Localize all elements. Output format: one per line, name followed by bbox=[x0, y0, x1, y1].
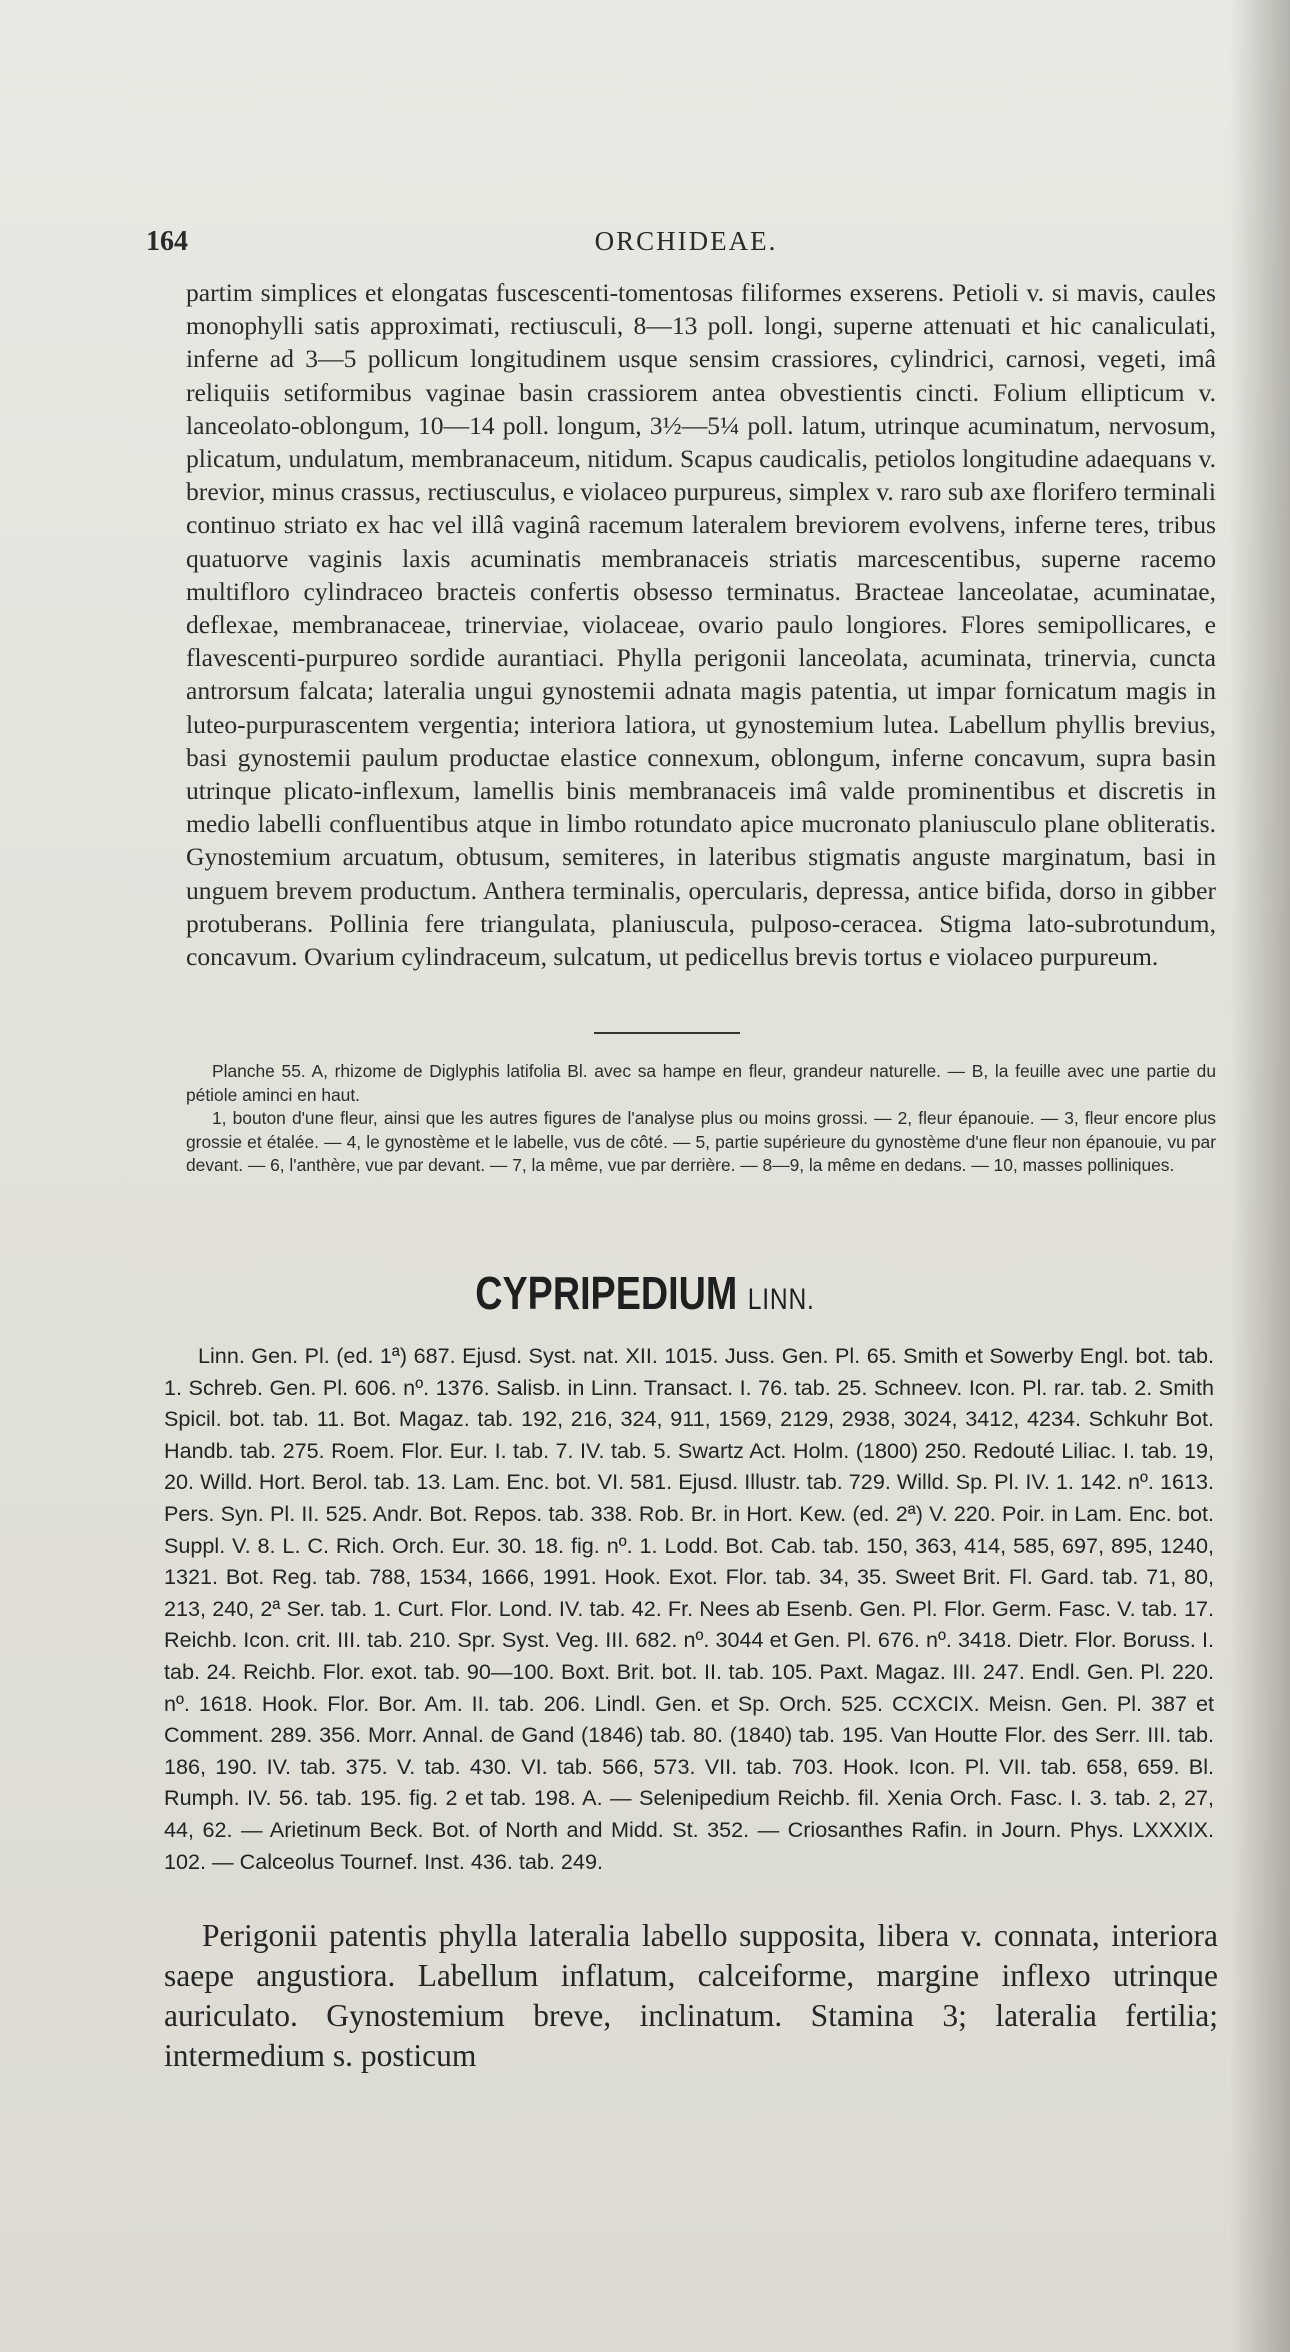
caption-paragraph-2: 1, bouton d'une fleur, ainsi que les autres figures de l'analyse plus ou moins grossi. — 2, fleur épanouie. — 3, fleur encore plus grossie et étalée. — 4, le gynostème et le labelle, vus de côté. — 5, partie supérieure du gynostème d'une fleur non épanouie, vu par devant. — 6, l'anthère, vue par devant. — 7, la même, vue par derrière. — 8—9, la même en dedans. — 10, masses polliniques. bbox=[186, 1108, 1216, 1176]
caption-paragraph-1: Planche 55. A, rhizome de Diglyphis latifolia Bl. avec sa hampe en fleur, grandeur naturelle. — B, la feuille avec une partie du pétiole aminci en haut. bbox=[186, 1061, 1216, 1105]
description-text: Perigonii patentis phylla lateralia labello supposita, libera v. connata, interiora saepe angustiora. Labellum inflatum, calceiforme, margine inflexo utrinque auriculato. Gynostemium breve, inclinatum. Stamina 3; lateralia fertilia; intermedium s. posticum bbox=[164, 1918, 1218, 2073]
references-text: Linn. Gen. Pl. (ed. 1ª) 687. Ejusd. Syst. nat. XII. 1015. Juss. Gen. Pl. 65. Smith et Sowerby Engl. bot. tab. 1. Schreb. Gen. Pl. 606. nº. 1376. Salisb. in Linn. Transact. I. 76. tab. 25. Schneev. Icon. Pl. rar. tab. 2. Smith Spicil. bot. tab. 11. Bot. Magaz. tab. 192, 216, 324, 911, 1569, 2129, 2938, 3024, 3412, 4234. Schkuhr Bot. Handb. tab. 275. Roem. Flor. Eur. I. tab. 7. IV. tab. 5. Swartz Act. Holm. (1800) 250. Redouté Liliac. I. tab. 19, 20. Willd. Hort. Berol. tab. 13. Lam. Enc. bot. VI. 581. Ejusd. Illustr. tab. 729. Willd. Sp. Pl. IV. 1. 142. nº. 1613. Pers. Syn. Pl. II. 525. Andr. Bot. Repos. tab. 338. Rob. Br. in Hort. Kew. (ed. 2ª) V. 220. Poir. in Lam. Enc. bot. Suppl. V. 8. L. C. Rich. Orch. Eur. 30. 18. fig. nº. 1. Lodd. Bot. Cab. tab. 150, 363, 414, 585, 697, 895, 1240, 1321. Bot. Reg. tab. 788, 1534, 1666, 1991. Hook. Exot. Flor. tab. 34, 35. Sweet Brit. Fl. Gard. tab. 71, 80, 213, 240, 2ª Ser. tab. 1. Curt. Flor. Lond. IV. tab. 42. Fr. Nees ab Esenb. Gen. Pl. Flor. Germ. Fasc. V. tab. 17. Reichb. Icon. crit. III. tab. 210. Spr. Syst. Veg. III. 682. nº. 3044 et Gen. Pl. 676. nº. 3418. Dietr. Flor. Boruss. I. tab. 24. Reichb. Flor. exot. tab. 90—100. Boxt. Brit. bot. II. tab. 105. Paxt. Magaz. III. 247. Endl. Gen. Pl. 220. nº. 1618. Hook. Flor. Bor. Am. II. tab. 206. Lindl. Gen. et Sp. Orch. 525. CCXCIX. Meisn. Gen. Pl. 387 et Comment. 289. 356. Morr. Annal. de Gand (1846) tab. 80. (1840) tab. 195. Van Houtte Flor. des Serr. III. tab. 186, 190. IV. tab. 375. V. tab. 430. VI. tab. 566, 573. VII. tab. 703. Hook. Icon. Pl. VII. tab. 658, 659. Bl. Rumph. IV. 56. tab. 195. fig. 2 et tab. 198. A. — Selenipedium Reichb. fil. Xenia Orch. Fasc. I. 3. tab. 2, 27, 44, 62. — Arietinum Beck. Bot. of North and Midd. St. 352. — Criosanthes Rafin. in Journ. Phys. LXXXIX. 102. — Calceolus Tournef. Inst. 436. tab. 249. bbox=[164, 1343, 1214, 1874]
body-paragraph: partim simplices et elongatas fuscescenti-tomentosas filiformes exserens. Petioli v. si mavis, caules monophylli satis approximati, rectiusculi, 8—13 poll. longi, superne attenuati et hic canaliculati, inferne ad 3—5 pollicum longitudinem usque sensim crassiores, cylindrici, carnosi, vegeti, imâ reliquiis setiformibus vaginae basin crassiorem antea obvestientis cincti. Folium ellipticum v. lanceolato-oblongum, 10—14 poll. longum, 3½—5¼ poll. latum, utrinque acuminatum, nervosum, plicatum, undulatum, membranaceum, nitidum. Scapus caudicalis, petiolos longitudine adaequans v. brevior, minus crassus, rectiusculus, e violaceo purpureus, simplex v. raro sub axe florifero terminali continuo striato ex hac vel illâ vaginâ racemum lateralem breviorem evolvens, inferne teres, tribus quatuorve vaginis laxis acuminatis membranaceis striatis marcescentibus, superne racemo multifloro cylindraceo bracteis confertis obsesso terminatus. Bracteae lanceolatae, acuminatae, deflexae, membranaceae, trinerviae, violaceae, ovario paulo longiores. Flores semipollicares, e flavescenti-purpureo sordide aurantiaci. Phylla perigonii lanceolata, acuminata, trinervia, cuncta antrorsum falcata; lateralia ungui gynostemii adnata magis patentia, ut impar fornicatum magis in luteo-purpurascentem vergentia; interiora latiora, ut gynostemium lutea. Labellum phyllis brevius, basi gynostemii paulum productae elastice connexum, oblongum, inferne concavum, supra basin utrinque plicato-inflexum, lamellis binis membranaceis imâ valde prominentibus et discretis in medio labelli confluentibus atque in limbo rotundato apice mucronato planiusculo plane obliteratis. Gynostemium arcuatum, obtusum, semiteres, in lateribus stigmatis anguste marginatum, basi in unguem brevem productum. Anthera terminalis, opercularis, depressa, antice bifida, dorso in gibber protuberans. Pollinia fere triangulata, planiuscula, pulposo-ceracea. Stigma lato-subrotundum, concavum. Ovarium cylindraceum, sulcatum, ut pedicellus brevis tortus e violaceo purpureum. bbox=[186, 278, 1216, 972]
running-head: ORCHIDEAE. bbox=[594, 226, 778, 256]
genus-description bbox=[164, 1916, 1218, 2076]
section-divider bbox=[594, 1032, 740, 1034]
plate-caption bbox=[186, 1060, 1216, 1178]
genus-heading bbox=[116, 1266, 1174, 1320]
genus-author: LINN. bbox=[747, 1283, 815, 1316]
page-header bbox=[146, 226, 1226, 266]
genus-name: CYPRIPEDIUM bbox=[475, 1267, 738, 1319]
references-block bbox=[164, 1340, 1214, 1877]
page-number: 164 bbox=[146, 226, 188, 257]
page-edge-shadow bbox=[1230, 0, 1290, 2352]
